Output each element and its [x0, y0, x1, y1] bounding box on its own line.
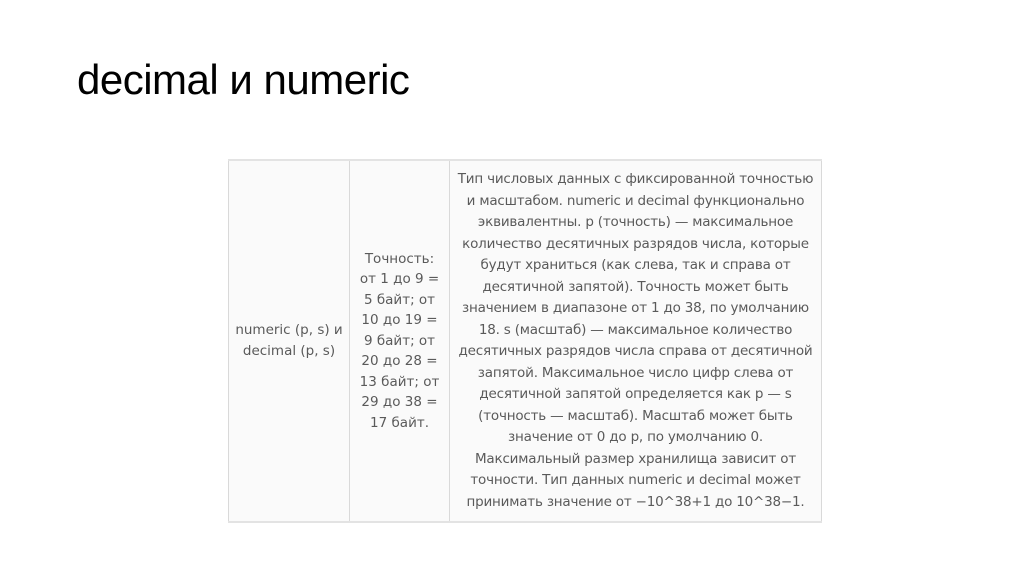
description-line: Тип числовых данных с фиксированной точностью	[457, 171, 814, 187]
description-line: эквивалентны. p (точность) — максимальное	[477, 214, 794, 230]
type-name-cell	[229, 160, 350, 522]
storage-line: от 1 до 9 =	[359, 271, 440, 288]
description-line: точности. Тип данных numeric и decimal может	[470, 472, 801, 488]
description-cell	[450, 160, 822, 522]
type-name-line: numeric (p, s) и	[235, 322, 343, 338]
storage-line: 13 байт; от	[359, 373, 440, 390]
storage-cell	[350, 160, 450, 522]
data-types-table-image	[228, 159, 822, 523]
description-line: Максимальный размер хранилища зависит от	[474, 450, 796, 467]
storage-line: 17 байт.	[370, 414, 429, 431]
description-line: запятой. Максимальное число цифр слева от	[477, 364, 794, 381]
description-line: десятичных разрядов числа справа от десятичной	[458, 343, 813, 359]
storage-line: Точность:	[364, 250, 435, 267]
description-line: значением в диапазоне от 1 до 38, по умолчанию	[462, 300, 809, 316]
description-line: количество десятичных разрядов числа, которые	[462, 235, 809, 252]
storage-line: 9 байт; от	[363, 332, 436, 349]
description-line: десятичной запятой определяется как p — s	[479, 386, 792, 402]
type-name-line: decimal (p, s)	[242, 343, 336, 359]
storage-line: 5 байт; от	[363, 291, 436, 308]
description-line: будут храниться (как слева, так и справа от	[480, 257, 791, 273]
table-row	[229, 160, 822, 522]
description-line: (точность — масштаб). Масштаб может быть	[478, 407, 793, 424]
slide-title: decimal и numeric	[77, 56, 410, 103]
storage-line: 29 до 38 =	[361, 394, 438, 411]
description-line: десятичной запятой). Точность может быть	[482, 278, 789, 295]
storage-line: 20 до 28 =	[361, 353, 438, 370]
storage-line: 10 до 19 =	[361, 312, 438, 329]
description-line: принимать значение от −10^38+1 до 10^38−1.	[466, 493, 805, 510]
description-line: и масштабом. numeric и decimal функционально	[466, 192, 805, 209]
description-line: 18. s (масштаб) — максимальное количество	[478, 321, 793, 338]
data-types-table	[228, 159, 822, 523]
description-line: значение от 0 до p, по умолчанию 0.	[508, 429, 763, 445]
